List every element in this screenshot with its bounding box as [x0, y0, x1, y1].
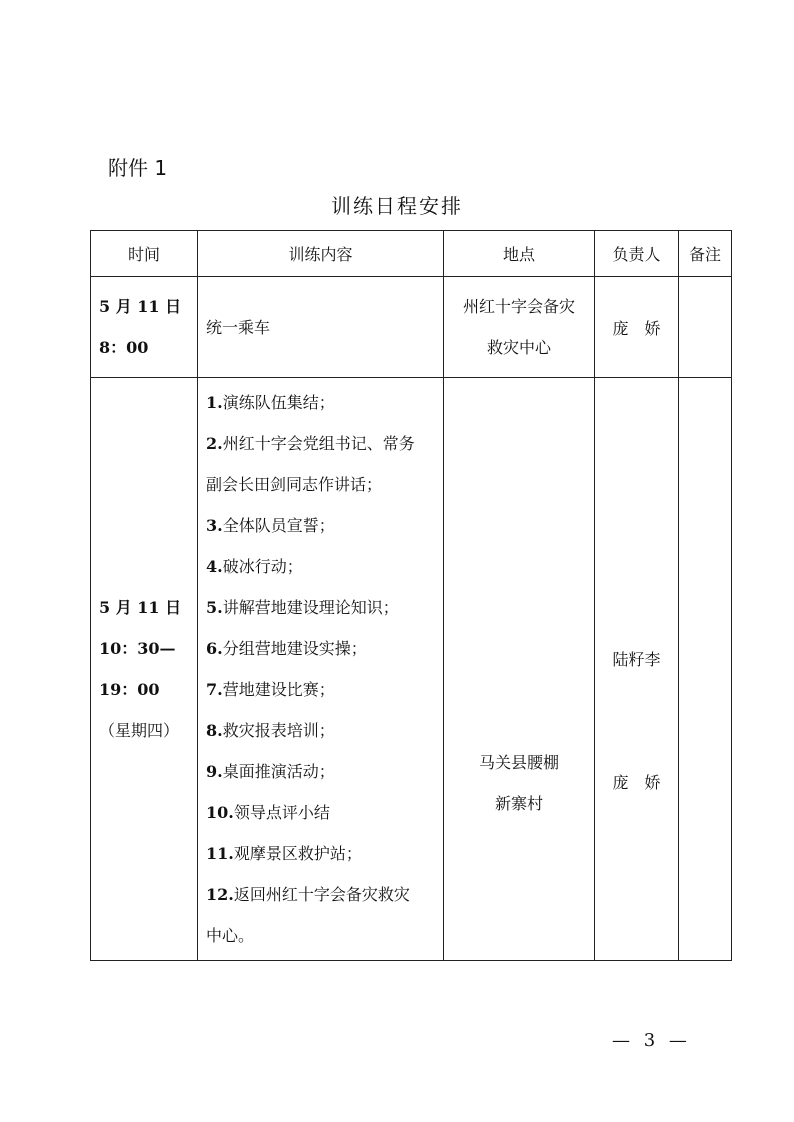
content-list	[198, 378, 444, 961]
time-line: 8：00	[99, 338, 149, 357]
person-name: 庞 娇	[612, 318, 661, 338]
list-item: 8.救灾报表培训；	[206, 721, 335, 740]
location-line: 马关县腰棚	[478, 753, 559, 772]
list-item: 中心。	[206, 926, 255, 945]
person-cell	[595, 378, 679, 961]
location-cell	[444, 378, 595, 961]
table-header-row	[91, 231, 732, 277]
page-number: — 3 —	[612, 1030, 691, 1051]
list-item: 7.营地建设比赛；	[206, 680, 335, 699]
time-line: 5 月 11 日	[99, 598, 182, 617]
table-row	[91, 277, 732, 378]
header-time: 时间	[91, 231, 198, 277]
schedule-table	[90, 230, 732, 961]
list-item: 9.桌面推演活动；	[206, 762, 335, 781]
table-row	[91, 378, 732, 961]
header-location: 地点	[444, 231, 595, 277]
list-item: 4.破冰行动；	[206, 557, 303, 576]
document-title: 训练日程安排	[331, 194, 463, 218]
location-line: 州红十字会备灾	[462, 297, 575, 316]
header-person: 负责人	[595, 231, 679, 277]
person-name: 陆籽李	[612, 650, 661, 669]
header-remark: 备注	[679, 231, 732, 277]
attachment-label: 附件 1	[108, 156, 168, 180]
content-cell: 统一乘车	[198, 277, 444, 378]
time-line: 10：30—	[99, 639, 176, 658]
list-item: 副会长田剑同志作讲话；	[206, 475, 383, 494]
person-cell	[595, 277, 679, 378]
list-item: 2.州红十字会党组书记、常务	[206, 434, 415, 453]
list-item: 10.领导点评小结	[206, 803, 330, 822]
location-cell	[444, 277, 595, 378]
list-item: 12.返回州红十字会备灾救灾	[206, 885, 410, 904]
list-item: 6.分组营地建设实操；	[206, 639, 367, 658]
weekday-line: （星期四）	[99, 721, 180, 740]
time-cell	[91, 277, 198, 378]
location-line: 新寨村	[494, 794, 543, 813]
person-name: 庞 娇	[612, 773, 661, 792]
header-content: 训练内容	[198, 231, 444, 277]
location-line: 救灾中心	[486, 338, 551, 357]
list-item: 11.观摩景区救护站；	[206, 844, 362, 863]
list-item: 1.演练队伍集结；	[206, 393, 335, 412]
remark-cell	[679, 277, 732, 378]
list-item: 3.全体队员宣誓；	[206, 516, 335, 535]
list-item: 5.讲解营地建设理论知识；	[206, 598, 399, 617]
time-line: 5 月 11 日	[99, 297, 182, 316]
remark-cell	[679, 378, 732, 961]
time-cell	[91, 378, 198, 961]
time-line: 19：00	[99, 680, 160, 699]
